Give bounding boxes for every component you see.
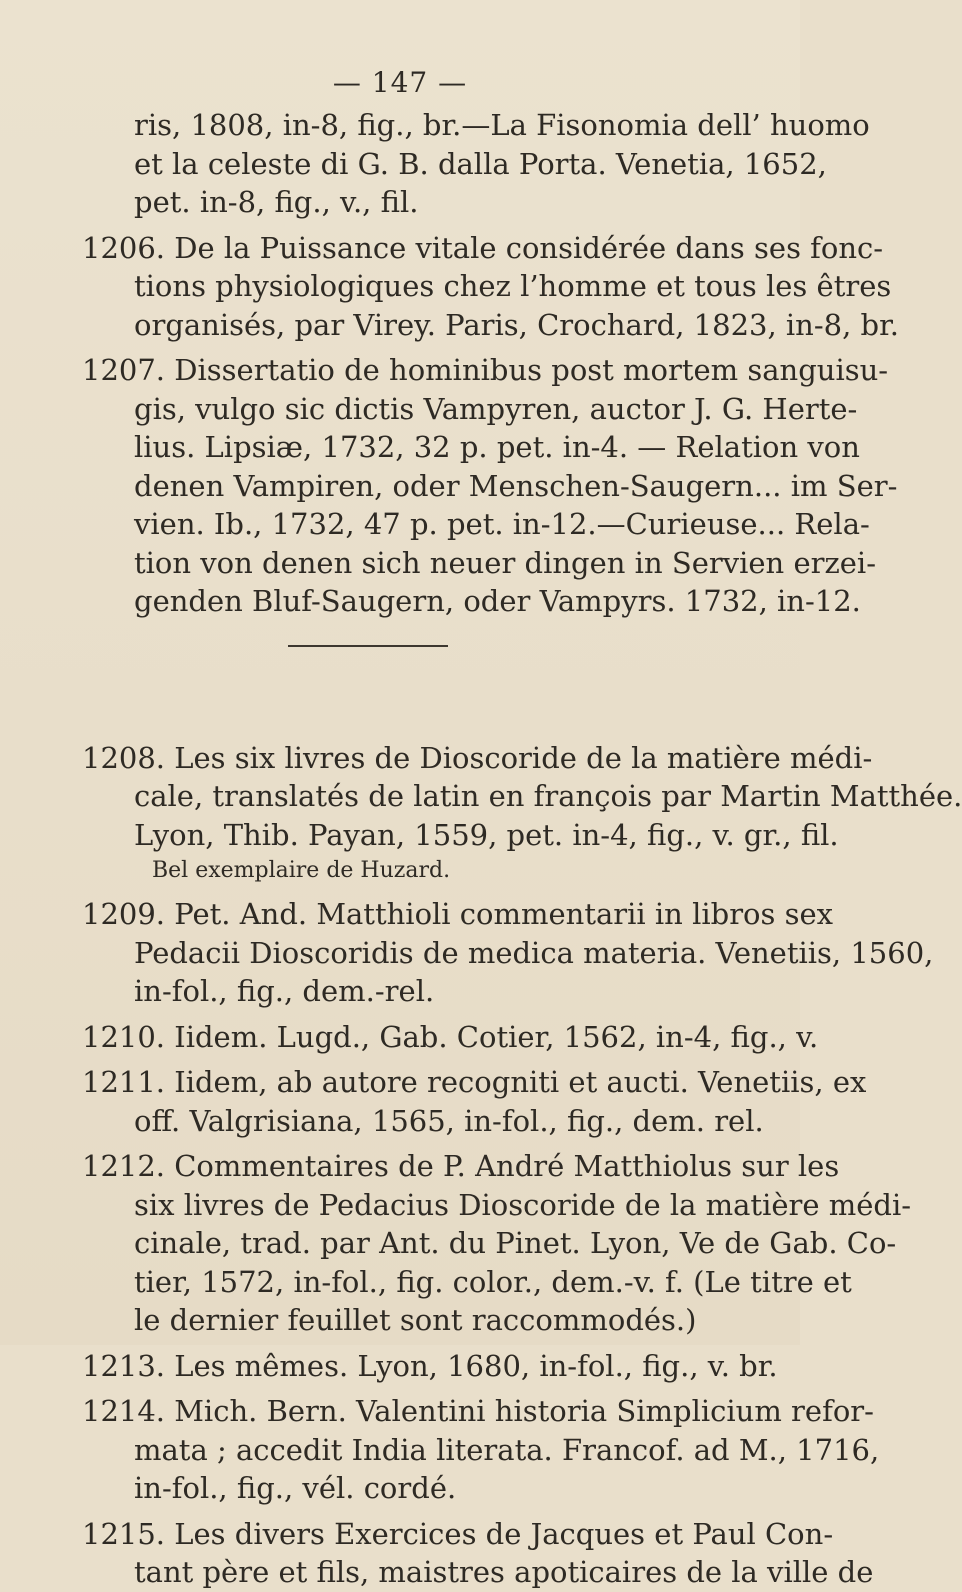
text-line: genden Bluf-Saugern, oder Vampyrs. 1732, in-12.: [134, 584, 861, 618]
text-line: mata ; accedit India literata. Francof. ad M., 1716,: [134, 1432, 880, 1467]
text-line: 1206. De la Puissance vitale considérée dans ses fonc-: [82, 230, 884, 265]
section-divider: [82, 621, 772, 739]
text-line: 1212. Commentaires de P. André Matthiolus sur les: [82, 1149, 840, 1183]
text-line: Pedacii Dioscoridis de medica materia. Venetiis, 1560,: [134, 935, 934, 970]
text-line: pet. in-8, fig., v., fil.: [134, 185, 419, 219]
page-number: — 147 —: [332, 66, 468, 99]
text-line: six livres de Pedacius Dioscoride de la matière médi-: [134, 1187, 912, 1222]
text-line: denen Vampiren, oder Menschen-Saugern... im Ser-: [134, 468, 898, 503]
entry-gap: [82, 1508, 772, 1515]
entry-gap: [82, 888, 772, 895]
catalogue-text: [82, 106, 962, 1592]
entry-gap: [82, 1385, 772, 1392]
entry-gap: [82, 1340, 772, 1347]
text-line: ris, 1808, in-8, fig., br.—La Fisonomia dell’ huomo: [134, 108, 870, 142]
entry-gap: [82, 344, 772, 351]
text-line: 1208. Les six livres de Dioscoride de la matière médi-: [82, 740, 873, 775]
entries-block-2: [82, 739, 962, 1592]
text-line: Bel exemplaire de Huzard.: [152, 858, 451, 883]
text-line: in-fol., fig., vél. cordé.: [134, 1471, 457, 1505]
entry-gap: [82, 1011, 772, 1018]
entry-gap: [82, 1056, 772, 1063]
text-line: 1210. Iidem. Lugd., Gab. Cotier, 1562, in-4, fig., v.: [82, 1019, 819, 1054]
text-line: tion von denen sich neuer dingen in Servien erzei-: [134, 545, 876, 580]
text-line: 1211. Iidem, ab autore recogniti et aucti. Venetiis, ex: [82, 1065, 867, 1099]
text-line: 1215. Les divers Exercices de Jacques et Paul Con-: [82, 1516, 834, 1551]
text-line: 1214. Mich. Bern. Valentini historia Simplicium refor-: [82, 1394, 874, 1428]
text-line: organisés, par Virey. Paris, Crochard, 1823, in-8, br.: [134, 307, 900, 342]
entries-block-1: [82, 106, 900, 621]
text-line: 1213. Les mêmes. Lyon, 1680, in-fol., fig., v. br.: [82, 1348, 778, 1383]
text-line: off. Valgrisiana, 1565, in-fol., fig., dem. rel.: [134, 1103, 764, 1138]
text-line: le dernier feuillet sont raccommodés.): [134, 1303, 697, 1337]
entry-gap: [82, 222, 772, 229]
text-line: 1207. Dissertatio de hominibus post mortem sanguisu-: [82, 353, 889, 387]
text-line: in-fol., fig., dem.-rel.: [134, 974, 435, 1008]
text-line: cinale, trad. par Ant. du Pinet. Lyon, Ve de Gab. Co-: [134, 1226, 897, 1260]
text-line: et la celeste di G. B. dalla Porta. Venetia, 1652,: [134, 146, 827, 181]
text-line: cale, translatés de latin en françois par Martin Matthée.: [134, 779, 962, 813]
text-line: gis, vulgo sic dictis Vampyren, auctor J. G. Herte-: [134, 391, 858, 426]
text-line: tions physiologiques chez l’homme et tous les êtres: [134, 269, 892, 303]
text-line: vien. Ib., 1732, 47 p. pet. in-12.—Curieuse... Rela-: [134, 507, 870, 541]
text-line: tier, 1572, in-fol., fig. color., dem.-v. f. (Le titre et: [134, 1264, 852, 1299]
text-line: 1209. Pet. And. Matthioli commentarii in libros sex: [82, 897, 834, 931]
text-line: lius. Lipsiæ, 1732, 32 p. pet. in-4. — Relation von: [134, 430, 860, 464]
divider-rule: [288, 645, 448, 647]
entry-gap: [82, 1140, 772, 1147]
text-line: tant père et fils, maistres apoticaires de la ville de: [134, 1555, 874, 1589]
text-line: Lyon, Thib. Payan, 1559, pet. in-4, fig., v. gr., fil.: [134, 817, 839, 852]
